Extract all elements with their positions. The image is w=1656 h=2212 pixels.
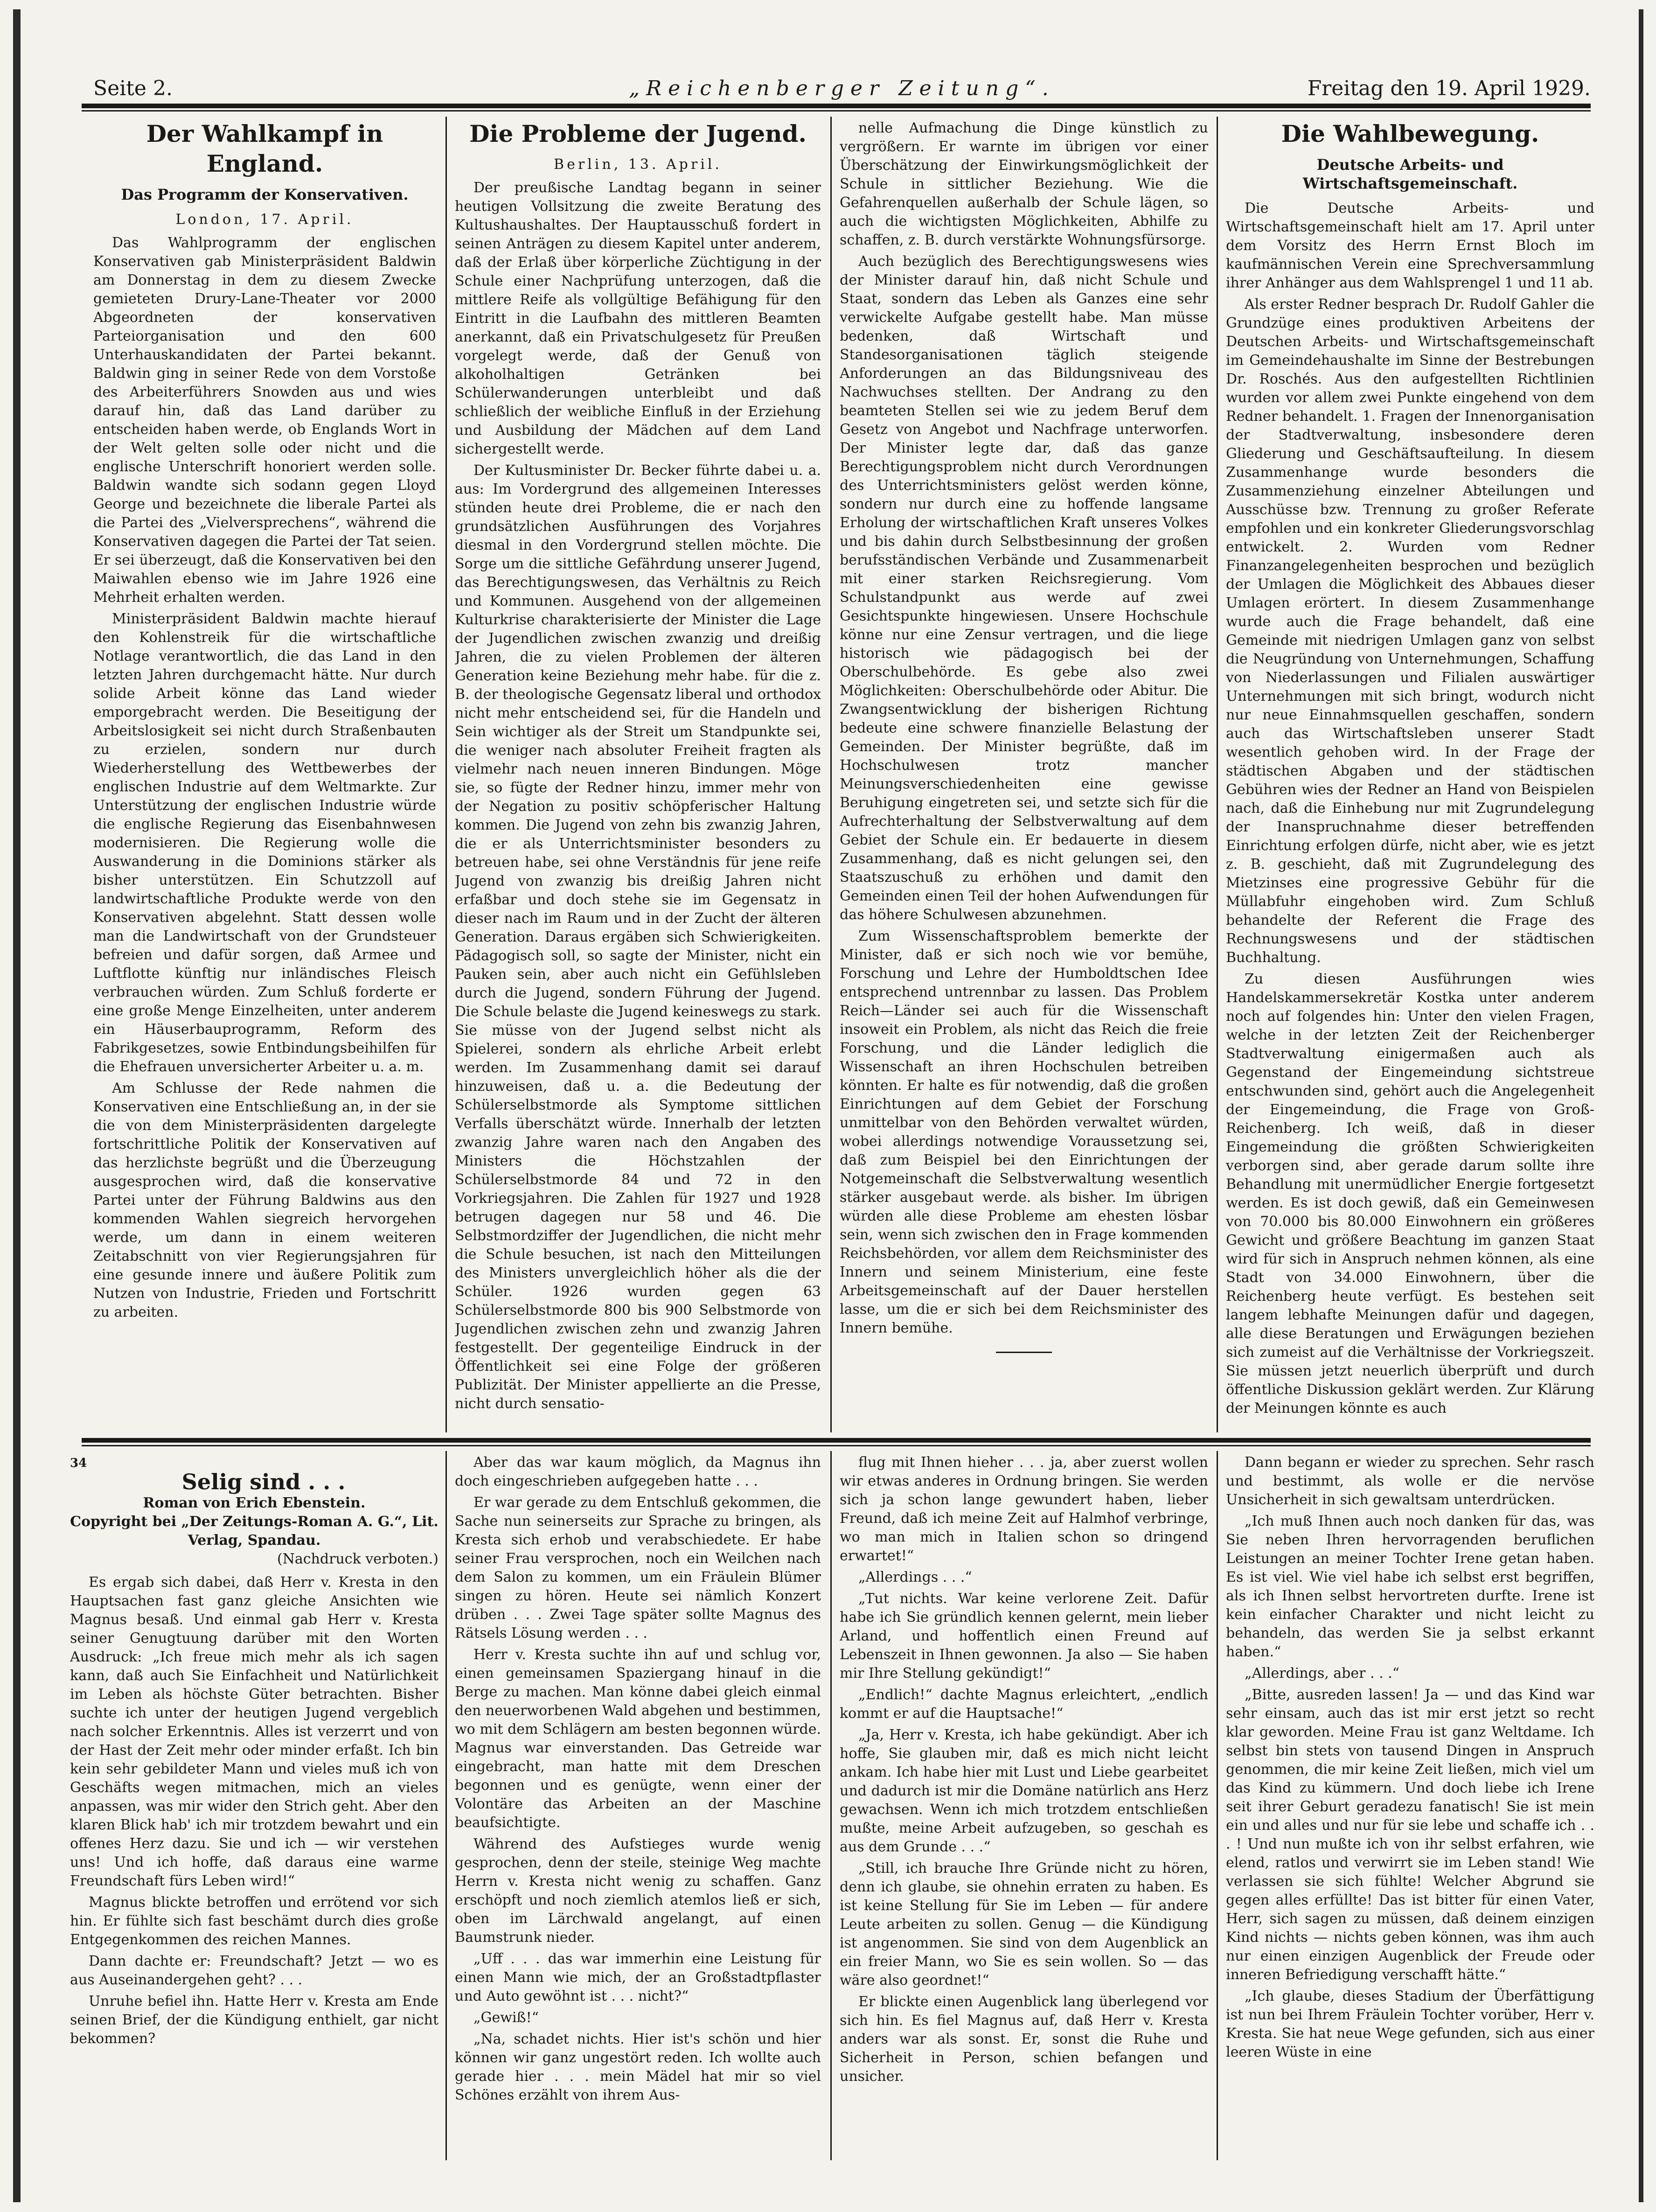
paragraph: Es ergab sich dabei, daß Herr v. Kresta in den Hauptsachen fast ganz gleiche Ansichten wie Magnus besaß. Und einmal gab Herr v. Kresta seiner Genugtuung darüber mit den Worten Ausdruck: „Ich freue mich mehr als ich sagen kann, daß auch Sie Einfachheit und Natürlichkeit im Leben als höchste Güter betrachten. Bisher suchte ich unter der heutigen Jugend vergeblich nach solcher Erkenntnis. Alles ist verzerrt und von der Hast der Zeit mehr oder minder erfaßt. Ich bin kein sehr gebildeter Mann und vieles muß ich von Geschäfts wegen mitmachen, mich an vieles anpassen, was mir wider den Strich geht. Aber den klaren Blick hab' ich mir trotzdem bewahrt und ein offenes Herz dazu. Sie und ich — wir verstehen uns! Und ich hoffe, daß daraus eine warme Freundschaft fürs Leben wird!“ <box>70 1574 438 1889</box>
paragraph: Am Schlusse der Rede nahmen die Konservativen eine Entschließung an, in der sie die von dem Ministerpräsidenten dargelegte fortschrittliche Politik der Konservativen auf das herzlichste begrüßt und die Überzeugung ausgesprochen wird, daß die konservative Partei unter der Führung Baldwins aus den kommenden Wahlen siegreich hervorgehen werde, um dann in einem weiteren Zeitabschnitt von vier Regierungsjahren für eine gesunde innere und äußere Politik zum Nutzen von Industrie, Frieden und Fortschritt zu arbeiten. <box>93 1080 436 1320</box>
column-divider <box>1217 1451 1218 2160</box>
paragraph: Dann begann er wieder zu sprechen. Sehr rasch und bestimmt, als wolle er die nervöse Unsicherheit in sich gewaltsam unterdrücken. <box>1226 1454 1594 1508</box>
paragraph: Zum Wissenschaftsproblem bemerkte der Minister, daß er sich noch wie vor bemühe, Forschung und Lehre der Humboldtschen Idee entsprechend untrennbar zu lassen. Das Problem Reich—Länder sei auch für die Wissenschaft insoweit ein Problem, als nicht das Reich die freie Forschung, und die Länder lediglich die Wissenschaft an ihren Hochschulen betreiben könnten. Er halte es für notwendig, daß die großen Einrichtungen auf dem Gebiet der Forschung unmittelbar von den Behörden verwaltet würden, wobei allerdings notwendige Voraussetzung sei, daß zum Beispiel bei den Einrichtungen der Notgemeinschaft die Selbstverwaltung wesentlich stärker ausgebaut werde. als bisher. Im übrigen würden alle diese Probleme am ehesten lösbar sein, wenn sich zwischen den in Frage kommenden Reichsbehörden, vor allem dem Reichsminister des Innern und seinem Ministerium, eine feste Arbeitsgemeinschaft auf der Dauer herstellen lasse, um die er sich bei dem Reichsminister des Innern bemühe. <box>840 928 1208 1336</box>
paragraph: nelle Aufmachung die Dinge künstlich zu vergrößern. Er warnte im übrigen vor einer Überschätzung der Einwirkungsmöglichkeit der Schule in sittlicher Beziehung. Wie die Gefahrenquellen außerhalb der Schule lägen, so auch die wichtigsten Möglichkeiten, Abhilfe zu schaffen, z. B. durch verstärkte Wohnungsfürsorge. <box>840 120 1208 248</box>
paragraph: „Endlich!“ dachte Magnus erleichtert, „endlich kommt er auf die Hauptsache!“ <box>840 1687 1208 1722</box>
column-divider <box>445 1451 447 2160</box>
paragraph: „Ja, Herr v. Kresta, ich habe gekündigt. Aber ich hoffe, Sie glauben mir, daß es mich nicht leicht ankam. Ich habe hier mit Lust und Liebe gearbeitet und dadurch ist mir die Domäne natürlich ans Herz gewachsen. Wenn ich mich trotzdem entschließen mußte, meine Arbeit aufzugeben, so geschah es aus dem Grunde . . .“ <box>840 1727 1208 1855</box>
header-rule-thin <box>82 110 1591 112</box>
serial-title: Selig sind . . . <box>181 1469 346 1494</box>
article-title: Die Probleme der Jugend. <box>469 120 807 147</box>
article-jugend-continued <box>840 119 1208 1430</box>
paragraph: Er blickte einen Augenblick lang überlegend vor sich hin. Es fiel Magnus auf, daß Herr v. Kresta anders war als sonst. Er, sonst die Ruhe und Sicherheit in Person, schien befangen und unsicher. <box>840 1994 1208 2085</box>
serial-novel-col2 <box>455 1453 821 2163</box>
page-header <box>93 72 1591 105</box>
paragraph: Auch bezüglich des Berechtigungswesens wies der Minister darauf hin, daß nicht Schule und Staat, sondern das Leben als Ganzes eine sehr verwickelte Aufgabe gestellt habe. Man müsse bedenken, daß Wirtschaft und Standesorganisationen täglich steigende Anforderungen an das Bildungsniveau des Nachwuchses stellten. Der Andrang zu den beamteten Stellen sei wie zu jedem Beruf dem Gesetz von Angebot und Nachfrage unterworfen. Der Minister legte dar, daß das ganze Berechtigungsproblem nicht durch Verordnungen des Unterrichtsministers gelöst werden könne, sondern nur durch eine zu hoffende langsame Erholung der wirtschaftlichen Kraft unseres Volkes und bis dahin durch Selbstbesinnung der großen berufsständischen Verbände und Zusammenarbeit mit einer starken Reichsregierung. Vom Schulstandpunkt aus werde auf zwei Gesichtspunkte hingewiesen. Unsere Hochschule könne nur eine Zensur vertragen, und die liege historisch wie pädagogisch bei der Oberschulbehörde. Es gebe also zwei Möglichkeiten: Oberschulbehörde oder Abitur. Die Zwangsentwicklung der bisherigen Richtung bedeute eine schwere finanzielle Belastung der Gemeinden. Der Minister begrüßte, daß im Hochschulwesen trotz mancher Meinungsverschiedenheiten eine gewisse Beruhigung eingetreten sei, und setzte sich für die Aufrechterhaltung der Selbstverwaltung auf dem Gebiet der Schule ein. Er bedauerte in diesem Zusammenhang, daß es nicht gelungen sei, den Staatszuschuß zu erhöhen und damit den Gemeinden einen Teil der hohen Aufwendungen für das höhere Schulwesen abzunehmen. <box>840 253 1208 923</box>
article-subtitle: Deutsche Arbeits- und Wirtschaftsgemeinschaft. <box>1302 156 1518 192</box>
column-divider <box>1217 117 1218 1432</box>
article-jugend <box>455 119 821 1430</box>
paragraph: „Ich muß Ihnen auch noch danken für das, was Sie neben Ihren hervorragenden beruflichen Leistungen an meiner Tochter Irene getan haben. Es ist viel. Wie viel habe ich selbst erst begriffen, als ich Ihnen selbst hervortreten durfte. Irene ist kein einfacher Charakter und nicht leicht zu behandeln, das werden Sie ja selbst erkannt haben.“ <box>1226 1513 1594 1660</box>
serial-novel-col4 <box>1226 1453 1594 2163</box>
feuilleton-rule-thin <box>82 1445 1591 1446</box>
paragraph: Dann dachte er: Freundschaft? Jetzt — wo es aus Auseinandergehen geht? . . . <box>70 1953 438 1988</box>
paragraph: „Allerdings, aber . . .“ <box>1245 1665 1400 1682</box>
article-dateline: Berlin, 13. April. <box>554 156 722 173</box>
serial-author: Roman von Erich Ebenstein. <box>143 1495 366 1511</box>
serial-copyright: Copyright bei „Der Zeitungs-Roman A. G.“, Lit. Verlag, Spandau. <box>70 1514 438 1549</box>
header-rule <box>82 104 1591 108</box>
article-subtitle: Das Programm der Konservativen. <box>121 186 409 203</box>
issue-date: Freitag den 19. April 1929. <box>1307 77 1591 100</box>
article-wahlkampf <box>93 119 436 1430</box>
feuilleton-rule <box>82 1438 1591 1443</box>
paragraph: „Bitte, ausreden lassen! Ja — und das Kind war sehr einsam, auch das ist mir erst jetzt so recht klar geworden. Meine Frau ist ganz Weltdame. Ich selbst bin stets von tausend Dingen in Anspruch genommen, die mir keine Zeit ließen, mich viel um das Kind zu kümmern. Und doch liebe ich Irene seit ihrer Geburt geradezu fanatisch! Sie ist mein ein und alles und nur für sie lebe und schaffe ich . . . ! Und nun mußte ich von ihr selbst erfahren, wie elend, ratlos und verwirrt sie im Leben stand! Wie verlassen sie sich fühlte! Welcher Abgrund sie gegen alles erfüllte! Das ist bitter für einen Vater, Herr, sich sagen zu müssen, daß deinem einzigen Kind nichts — nichts geben können, was ihm auch nur einen einzigen Augenblick der Freude oder inneren Befriedigung verschafft hätte.“ <box>1226 1687 1594 1983</box>
serial-novel-col3 <box>840 1453 1208 2163</box>
article-title: Die Wahlbewegung. <box>1281 120 1539 147</box>
paragraph: Als erster Redner besprach Dr. Rudolf Gahler die Grundzüge eines produktiven Arbeitens der Deutschen Arbeits- und Wirtschaftsgemeinschaft im Gemeindehaushalte im Sinne der Bestrebungen Dr. Roschés. Aus den aufgestellten Richtlinien wurden vor allem zwei Punkte eingehend von dem Redner behandelt. 1. Fragen der Innenorganisation der Stadtverwaltung, insbesondere deren Gliederung und Geschäftsaufteilung. In diesem Zusammenhange wurde besonders die Zusammenziehung einzelner Abteilungen und Ausschüsse bzw. Trennung zu großer Referate empfohlen und ein konkreter Gliederungsvorschlag entwickelt. 2. Wurden vom Redner Finanzangelegenheiten besprochen und bezüglich der Umlagen die Möglichkeit des Abbaues dieser Umlagen erörtert. In diesem Zusammenhange wurde auch die Frage behandelt, daß eine Gemeinde mit niedrigen Umlagen ganz von selbst die Neugründung von Unternehmungen, Schaffung von Niederlassungen und Filialen auswärtiger Unternehmungen mit sich bringt, wodurch nicht nur neue Einnahmsquellen geschaffen, sondern auch das Wirtschaftsleben unserer Stadt wesentlich gehoben wird. In der Frage der städtischen Abgaben und der städtischen Gebühren wies der Redner an Hand von Beispielen nach, daß die Einhebung nur mit Zugrundelegung der Inanspruchnahme dieser betreffenden Einrichtung erfolgen dürfe, nicht aber, wie es jetzt z. B. geschieht, daß mit Zugrundelegung des Mietzinses eine progressive Gebühr für die Müllabfuhr eingehoben wird. Zum Schluß behandelte der Referent die Frage des Rechnungswesens und der städtischen Buchhaltung. <box>1226 296 1594 966</box>
article-dateline: London, 17. April. <box>175 211 354 228</box>
article-wahlbewegung <box>1226 119 1594 1430</box>
paragraph: „Uff . . . das war immerhin eine Leistung für einen Mann wie mich, der an Großstadtpflaster und Auto gewöhnt ist . . . nicht?“ <box>455 1951 821 2004</box>
newspaper-title: „Reichenberger Zeitung“. <box>629 77 1055 100</box>
paragraph: Er war gerade zu dem Entschluß gekommen, die Sache nun seinerseits zur Sprache zu bringen, als Kresta sich erhob und verabschiedete. Er habe seiner Frau versprochen, noch ein Weilchen nach dem Salon zu kommen, um ein Fräulein Blümer singen zu hören. Heute sei nämlich Konzert drüben . . . Zwei Tage später sollte Magnus des Rätsels Lösung werden . . . <box>455 1494 821 1641</box>
column-divider <box>445 117 447 1432</box>
paragraph: Die Deutsche Arbeits- und Wirtschaftsgemeinschaft hielt am 17. April unter dem Vorsitz des Herrn Ernst Bloch im kaufmännischen Verein eine Sprechversammlung ihrer Anhänger aus dem Wahlsprengel 1 und 11 ab. <box>1226 200 1594 291</box>
paragraph: flug mit Ihnen hieher . . . ja, aber zuerst wollen wir etwas anderes in Ordnung bringen. Sie werden sich ja schon lange gewundert haben, lieber Freund, daß ich meine Zeit auf Halmhof verbringe, wo man mich in Italien schon so dringend erwartet!“ <box>840 1454 1208 1564</box>
paragraph: Herr v. Kresta suchte ihn auf und schlug vor, einen gemeinsamen Spaziergang hinauf in die Berge zu machen. Man könne dabei gleich einmal den neuerworbenen Wald abgehen und bestimmen, wo mit dem Schlägern am besten begonnen würde. Magnus war einverstanden. Das Getreide war eingebracht, man hatte mit dem Dreschen begonnen und es genügte, wenn einer der Volontäre das Arbeiten an der Maschine beaufsichtigte. <box>455 1647 821 1831</box>
page-number: Seite 2. <box>93 77 173 100</box>
paragraph: Ministerpräsident Baldwin machte hierauf den Kohlenstreik für die wirtschaftliche Notlage verantwortlich, die das Land in den letzten Jahren durchgemacht hätte. Nur durch solide Arbeit könne das Land wieder emporgebracht werden. Die Beseitigung der Arbeitslosigkeit sei nicht durch Straßenbauten zu erzielen, sondern nur durch Wiederherstellung des Wettbewerbes der englischen Industrie auf dem Weltmarkte. Zur Unterstützung der englischen Industrie würde die englische Regierung das Eisenbahnwesen modernisieren. Die Regierung wolle die Auswanderung in die Dominions stärker als bisher unterstützen. Ein Schutzzoll auf landwirtschaftliche Produkte werde von den Konservativen abgelehnt. Statt dessen wolle man die Landwirtschaft von der Grundsteuer befreien und dafür sorgen, daß Armee und Luftflotte künftig nur inländisches Fleisch verbrauchen würden. Zum Schluß forderte er eine große Menge Einzelheiten, unter anderem ein Häuserbauprogramm, Reform des Fabrikgesetzes, sowie Entbindungsbeihilfen für die Ehefrauen unversicherter Arbeiter u. a. m. <box>93 611 436 1075</box>
paragraph: „Ich glaube, dieses Stadium der Überfättigung ist nun bei Ihrem Fräulein Tochter vorüber, Herr v. Kresta. Sie hat neue Wege gefunden, sich aus einer leeren Wüste in eine <box>1226 1988 1594 2060</box>
paragraph: Magnus blickte betroffen und errötend vor sich hin. Er fühlte sich fast beschämt durch dies große Entgegenkommen des reichen Mannes. <box>70 1894 438 1948</box>
paragraph: Zu diesen Ausführungen wies Handelskammersekretär Kostka unter anderem noch auf folgendes hin: Unter den vielen Fragen, welche in der letzten Zeit der Reichenberger Stadtverwaltung einigermaßen auch als Gegenstand der Eingemeindung sichtstreue entschwunden sind, gehört auch die Angelegenheit der Eingemeindung, die Frage von Groß-Reichenberg. Ich weiß, daß in dieser Eingemeindung die größten Schwierigkeiten verborgen sind, aber gerade darum sollte ihre Behandlung mit unermüdlicher Energie fortgesetzt werden. Es ist doch gewiß, daß ein Gemeinwesen von 70.000 bis 80.000 Einwohnern ein größeres Gewicht und größere Beachtung im ganzen Staat wird für sich in Anspruch nehmen können, als eine Stadt von 34.000 Einwohnern, über die Reichenberg heute verfügt. Es bestehen seit langem lebhafte Meinungen dafür und dagegen, alle diese Beratungen und Erwägungen beziehen sich zumeist auf die Verhältnisse der Vorkriegszeit. Sie müssen jetzt neuerlich überprüft und durch öffentliche Diskussion geklärt werden. Zur Klärung der Meinungen könnte es auch <box>1226 971 1594 1417</box>
article-title: Der Wahlkampf in England. <box>146 120 383 177</box>
paragraph: Während des Aufstieges wurde wenig gesprochen, denn der steile, steinige Weg machte Herrn v. Kresta nicht wenig zu schaffen. Ganz erschöpft und noch ziemlich atemlos ließ er sich, oben im Lärchwald angelangt, auf einen Baumstrunk nieder. <box>455 1836 821 1946</box>
paragraph: Unruhe befiel ihn. Hatte Herr v. Kresta am Ende seinen Brief, der die Kündigung enthielt, gar nicht bekommen? <box>70 1993 438 2047</box>
paragraph: Der Kultusminister Dr. Becker führte dabei u. a. aus: Im Vordergrund des allgemeinen Interesses stünden heute drei Probleme, die er nach den grundsätzlichen Ausführungen des Vorjahres diesmal in den Vordergrund stellen möchte. Die Sorge um die sittliche Gefährdung unserer Jugend, das Berechtigungswesen, das Verhältnis zu Reich und Kommunen. Ausgehend von der allgemeinen Kulturkrise charakterisierte der Minister die Lage der Jugendlichen zwischen zwanzig und dreißig Jahren, die zu vielen Problemen der älteren Generation keine Beziehung mehr habe. für die z. B. der theologische Gegensatz liberal und orthodox nicht mehr entscheidend sei, für die Handeln und Sein wichtiger als der Streit um Standpunkte sei, die weniger nach absoluter Freiheit fragten als vielmehr nach neuen inneren Bindungen. Möge sie, so fügte der Redner hinzu, immer mehr von der Negation zu positiv schöpferischer Haltung kommen. Die Jugend von zehn bis zwanzig Jahren, die er als Unterrichtsminister besonders zu betreuen habe, sei ohne Verständnis für jene reife Jugend von zwanzig bis dreißig Jahren nicht erfaßbar und doch stehe sie im Gegensatz in dieser nach im Raum und in der Zucht der älteren Generation. Daraus ergäben sich Schwierigkeiten. Pädagogisch soll, so sagte der Minister, nicht ein Pauken sein, aber auch nicht ein Gefühlsleben durch die Jugend, sondern Führung der Jugend. Die Schule belaste die Jugend keineswegs zu stark. Sie müsse von der Jugend selbst nicht als Spielerei, sondern als ehrliche Arbeit erlebt werden. Im Zusammenhang damit sei darauf hinzuweisen, daß u. a. die Bedeutung der Schülerselbstmorde als Symptome sittlichen Verfalls überschätzt würde. Innerhalb der letzten zwanzig Jahre waren nach den Angaben des Ministers die Höchstzahlen der Schülerselbstmorde 84 und 72 in den Vorkriegsjahren. Die Zahlen für 1927 und 1928 betrugen dagegen nur 58 und 46. Die Selbstmordziffer der Jugendlichen, die nicht mehr die Schule besuchen, ist nach den Mitteilungen des Ministers unvergleichlich höher als die der Schüler. 1926 wurden gegen 63 Schülerselbstmorde 800 bis 900 Selbstmorde von Jugendlichen zwischen zehn und zwanzig Jahren festgestellt. Der gegenteilige Eindruck in der Öffentlichkeit sei eine Folge der größeren Publizität. Der Minister appellierte an die Presse, nicht durch sensatio- <box>455 462 821 1412</box>
column-divider <box>830 1451 832 2160</box>
paragraph: „Still, ich brauche Ihre Gründe nicht zu hören, denn ich glaube, sie ohnehin erraten zu haben. Es ist keine Stellung für Sie im Leben — für andere Leute arbeiten zu sollen. Genug — die Kündigung ist angenommen. Sie sind von dem Augenblick an ein freier Mann, wo Sie es sein wollen. So — das wäre also geordnet!“ <box>840 1860 1208 1989</box>
installment-number: 34 <box>70 1456 87 1470</box>
column-divider <box>830 117 832 1432</box>
paragraph: Das Wahlprogramm der englischen Konservativen gab Ministerpräsident Baldwin am Donnerstag in dem zu diesem Zwecke gemieteten Drury-Lane-Theater vor 2000 Abgeordneten der konservativen Parteiorganisation und den 600 Unterhauskandidaten der Partei bekannt. Baldwin ging in seiner Rede von dem Vorstoße des Arbeiterführers Snowden aus und wies darauf hin, daß das Land darüber zu entscheiden haben werde, ob Englands Wort in der Welt gelten solle oder nicht und die englische Unterschrift honoriert werden solle. Baldwin wandte sich sodann gegen Lloyd George und bezeichnete die liberale Partei als die Partei des „Vielversprechens“, während die Konservativen dagegen die Partei der Tat seien. Er sei überzeugt, daß die Konservativen bei den Maiwahlen ebenso wie im Jahre 1926 eine Mehrheit erhalten werden. <box>93 235 436 606</box>
paragraph: „Gewiß!“ <box>473 2010 539 2026</box>
paragraph: „Allerdings . . .“ <box>858 1569 972 1585</box>
serial-novel-col1 <box>70 1453 438 2163</box>
end-rule <box>996 1352 1052 1353</box>
paragraph: „Na, schadet nichts. Hier ist's schön und hier können wir ganz ungestört reden. Ich wollte auch gerade hier . . . mein Mädel hat mir so viel Schönes erzählt von ihrem Aus- <box>455 2031 821 2103</box>
reprint-notice: (Nachdruck verboten.) <box>277 1551 438 1567</box>
paragraph: „Tut nichts. War keine verlorene Zeit. Dafür habe ich Sie gründlich kennen gelernt, mein lieber Arland, und hoffentlich einen Freund auf Lebenszeit in Ihnen gewonnen. Ja also — Sie haben mir Ihre Stellung gekündigt!“ <box>840 1591 1208 1682</box>
paragraph: Aber das war kaum möglich, da Magnus ihn doch eingeschrieben aufgegeben hatte . . . <box>455 1454 821 1489</box>
paragraph: Der preußische Landtag begann in seiner heutigen Vollsitzung die zweite Beratung des Kultushaushaltes. Der Hauptausschuß fordert in seinen Anträgen zu diesem Kapitel unter anderem, daß der Erlaß über körperliche Züchtigung in der Schule einer Nachprüfung unterzogen, daß die mittlere Reife als vollgültige Befähigung für den Eintritt in die Laufbahn des mittleren Beamten anerkannt, daß ein Privatschulgesetz für Preußen vorgelegt werde, daß der Genuß von alkoholhaltigen Getränken bei Schülerwanderungen unterbleibt und daß schließlich der weibliche Einfluß in der Erziehung und Ausbildung der Mädchen auf dem Land sichergestellt werde. <box>455 180 821 457</box>
